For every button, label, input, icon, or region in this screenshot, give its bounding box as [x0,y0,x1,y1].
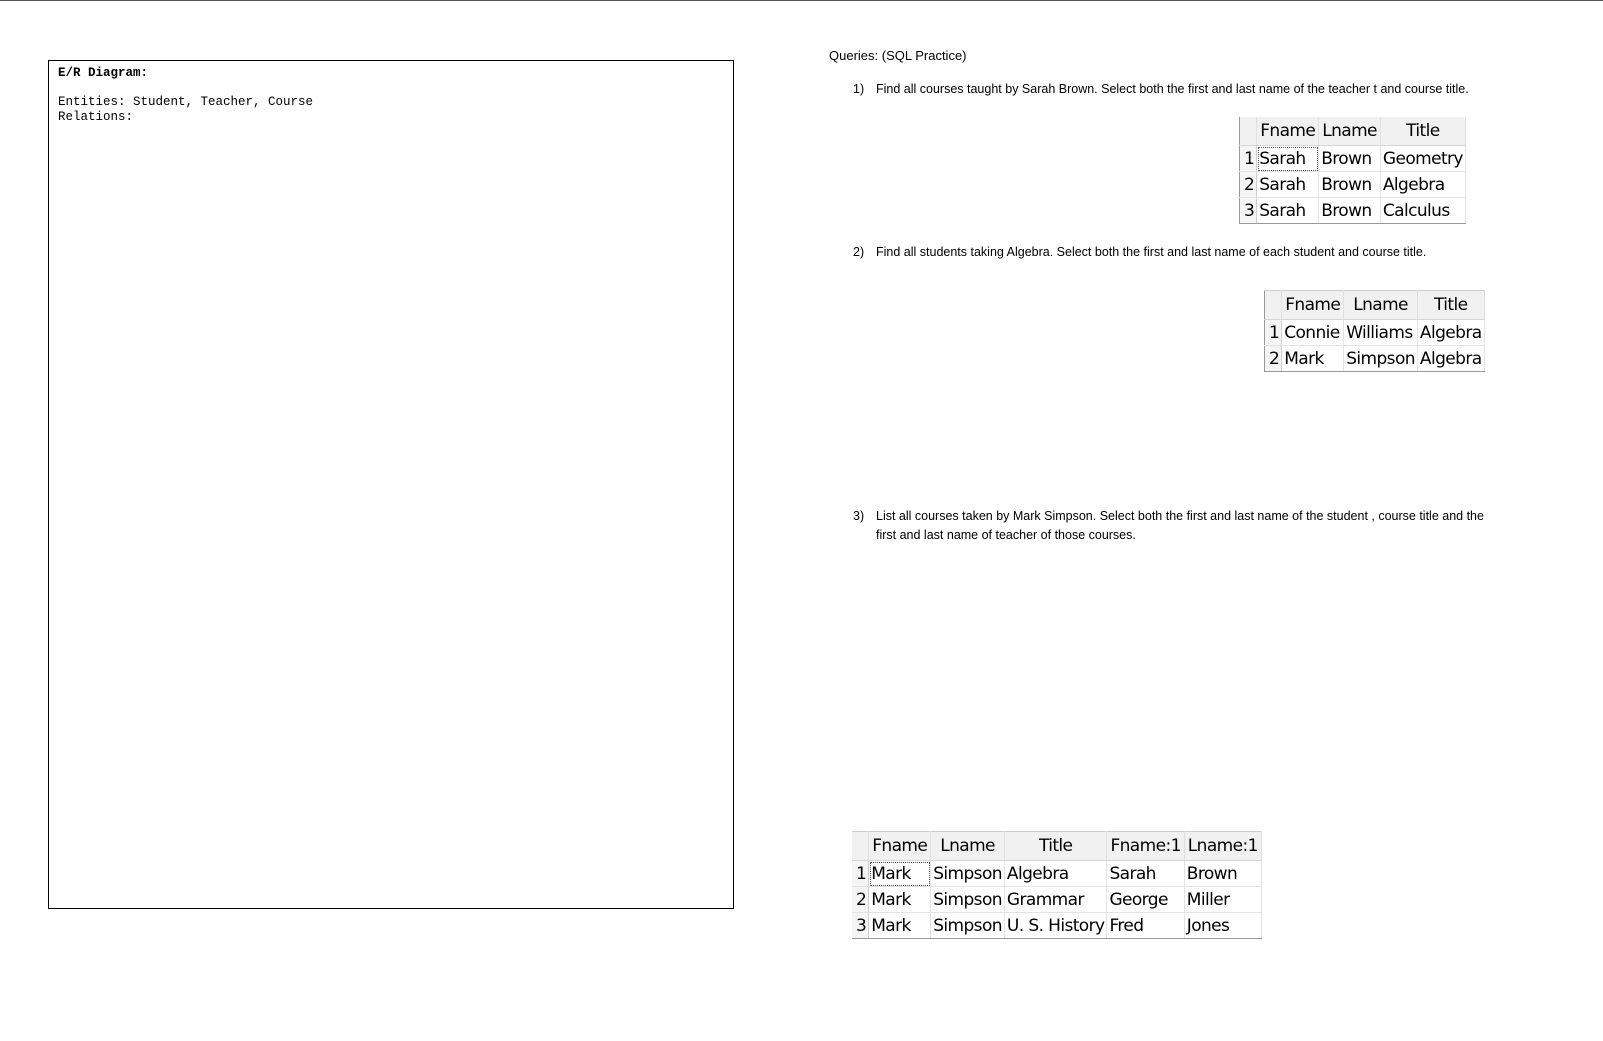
question-text: Find all courses taught by Sarah Brown. Select both the first and last name of the teacher t and course title. [876,82,1469,96]
result-grid-1 [1239,117,1466,224]
table-cell[interactable]: Algebra [1380,172,1465,198]
row-number: 2 [852,887,869,913]
table-cell[interactable]: Brown [1319,146,1381,172]
table-cell[interactable]: Calculus [1380,198,1465,224]
question-number: 3) [853,509,865,523]
table-row[interactable] [1265,346,1485,372]
top-rule [0,0,1603,1]
table-cell[interactable]: Mark [869,913,931,939]
column-header[interactable]: Fname [869,832,931,861]
column-header[interactable]: Lname [1344,291,1418,320]
result-grid-2 [1264,290,1485,372]
column-header[interactable]: Fname [1257,117,1319,146]
column-header[interactable]: Title [1417,291,1484,320]
question-text: Find all students taking Algebra. Select both the first and last name of each student and course title. [876,245,1427,259]
question-text-line-2: first and last name of teacher of those courses. [876,528,1136,542]
row-number: 3 [852,913,869,939]
row-number: 2 [1240,172,1257,198]
grid-header-row [852,832,1261,861]
table-cell[interactable]: Sarah [1257,146,1319,172]
table-cell[interactable]: Simpson [931,887,1005,913]
table-cell[interactable]: Algebra [1004,861,1107,887]
row-number: 3 [1240,198,1257,224]
table-cell[interactable]: Geometry [1380,146,1465,172]
er-diagram-box [48,60,734,909]
table-cell[interactable]: Brown [1319,198,1381,224]
grid-corner [1265,291,1282,320]
table-cell[interactable]: Simpson [1344,346,1418,372]
column-header[interactable]: Title [1004,832,1107,861]
table-cell[interactable]: U. S. History [1004,913,1107,939]
column-header[interactable]: Fname:1 [1107,832,1184,861]
table-cell[interactable]: Sarah [1107,861,1184,887]
grid-header-row [1240,117,1466,146]
grid-header-row [1265,291,1485,320]
column-header[interactable]: Title [1380,117,1465,146]
table-row[interactable] [1240,146,1466,172]
table-row[interactable] [1240,198,1466,224]
table-cell[interactable]: Mark [869,861,931,887]
grid-corner [852,832,869,861]
column-header[interactable]: Lname [1319,117,1381,146]
column-header[interactable]: Lname [931,832,1005,861]
table-cell[interactable]: Connie [1282,320,1344,346]
row-number: 2 [1265,346,1282,372]
table-cell[interactable]: Jones [1184,913,1261,939]
table-cell[interactable]: Simpson [931,861,1005,887]
row-number: 1 [1265,320,1282,346]
table-cell[interactable]: Grammar [1004,887,1107,913]
result-grid-3 [852,831,1262,939]
table-row[interactable] [1265,320,1485,346]
table-cell[interactable]: George [1107,887,1184,913]
table-row[interactable] [852,861,1261,887]
table-cell[interactable]: Mark [869,887,931,913]
question-number: 2) [853,245,865,259]
er-diagram-title: E/R Diagram: [58,66,149,80]
table-cell[interactable]: Algebra [1417,320,1484,346]
queries-heading: Queries: (SQL Practice) [829,48,967,63]
table-row[interactable] [852,887,1261,913]
table-cell[interactable]: Algebra [1417,346,1484,372]
entities-line: Entities: Student, Teacher, Course [58,95,314,109]
table-cell[interactable]: Simpson [931,913,1005,939]
table-cell[interactable]: Sarah [1257,198,1319,224]
table-row[interactable] [852,913,1261,939]
table-cell[interactable]: Mark [1282,346,1344,372]
table-cell[interactable]: Williams [1344,320,1418,346]
relations-line: Relations: [58,110,134,124]
table-cell[interactable]: Fred [1107,913,1184,939]
table-cell[interactable]: Miller [1184,887,1261,913]
table-cell[interactable]: Brown [1319,172,1381,198]
table-cell[interactable]: Sarah [1257,172,1319,198]
column-header[interactable]: Fname [1282,291,1344,320]
grid-corner [1240,117,1257,146]
table-cell[interactable]: Brown [1184,861,1261,887]
row-number: 1 [1240,146,1257,172]
question-text-line-1: List all courses taken by Mark Simpson. Select both the first and last name of the student , course title and the [876,509,1484,523]
table-row[interactable] [1240,172,1466,198]
column-header[interactable]: Lname:1 [1184,832,1261,861]
question-number: 1) [853,82,865,96]
row-number: 1 [852,861,869,887]
